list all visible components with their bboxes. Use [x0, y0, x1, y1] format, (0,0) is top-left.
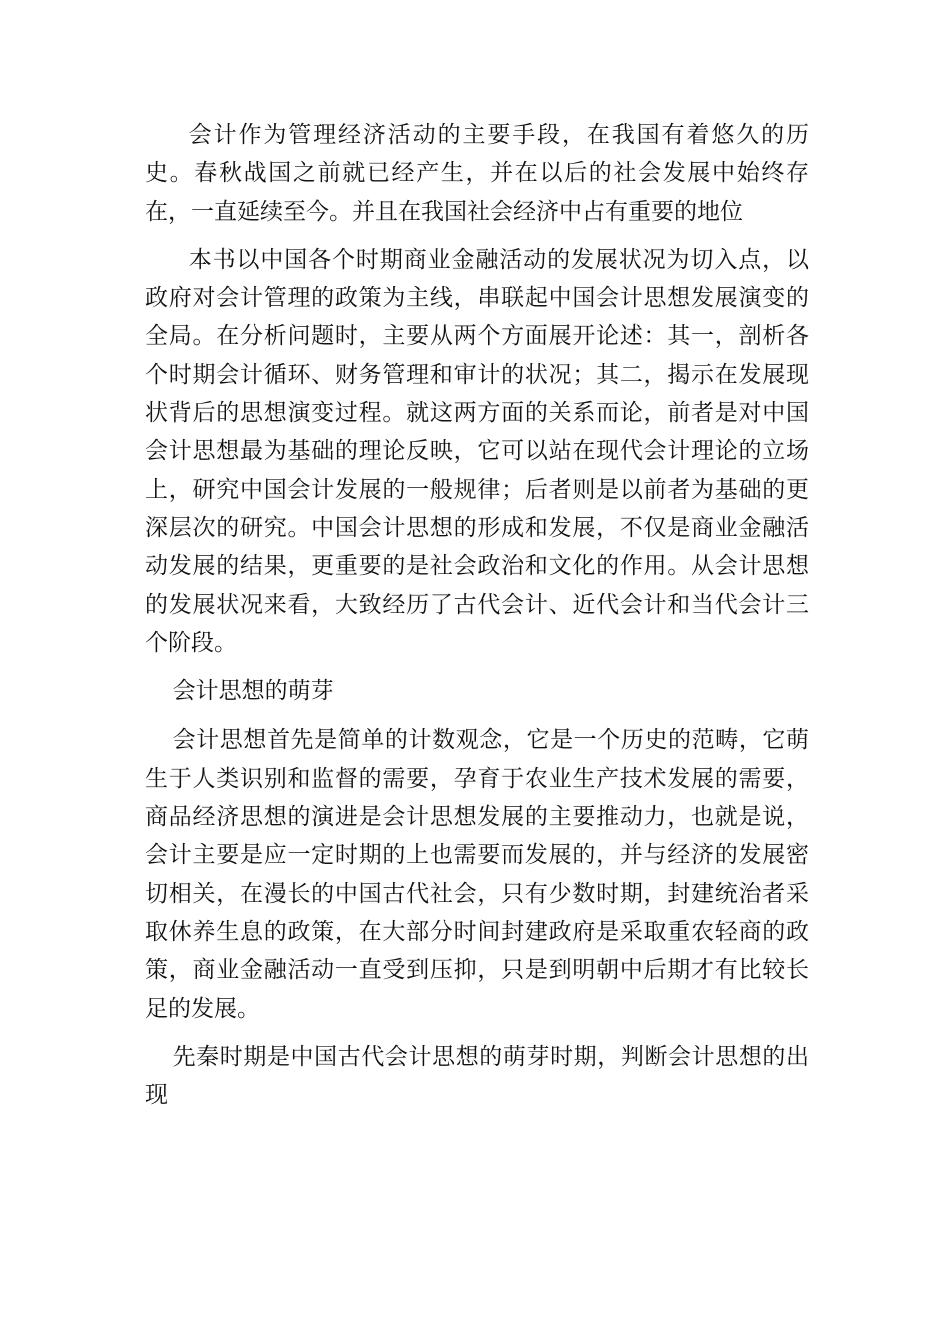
document-page	[145, 116, 809, 1114]
section-paragraph: 会计思想首先是简单的计数观念，它是一个历史的范畴，它萌生于人类识别和监督的需要，孕育于农业生产技术发展的需要，商品经济思想的演进是会计思想发展的主要推动力，也就是说，会计主要是应一定时期的上也需要而发展的，并与经济的发展密切相关，在漫长的中国古代社会，只有少数时期，封建统治者采取休养生息的政策，在大部分时间封建政府是采取重农轻商的政策，商业金融活动一直受到压抑，只是到明朝中后期才有比较长足的发展。	[145, 727, 809, 1022]
book-overview-paragraph: 本书以中国各个时期商业金融活动的发展状况为切入点，以政府对会计管理的政策为主线，串联起中国会计思想发展演变的全局。在分析问题时，主要从两个方面展开论述：其一，剖析各个时期会计循环、财务管理和审计的状况；其二，揭示在发展现状背后的思想演变过程。就这两方面的关系而论，前者是对中国会计思想最为基础的理论反映，它可以站在现代会计理论的立场上，研究中国会计发展的一般规律；后者则是以前者为基础的更深层次的研究。中国会计思想的形成和发展，不仅是商业金融活动发展的结果，更重要的是社会政治和文化的作用。从会计思想的发展状况来看，大致经历了古代会计、近代会计和当代会计三个阶段。	[145, 246, 809, 656]
intro-paragraph: 会计作为管理经济活动的主要手段，在我国有着悠久的历史。春秋战国之前就已经产生，并在以后的社会发展中始终存在，一直延续至今。并且在我国社会经济中占有重要的地位	[145, 122, 809, 225]
section-paragraph: 先秦时期是中国古代会计思想的萌芽时期，判断会计思想的出现	[145, 1043, 809, 1109]
section-heading: 会计思想的萌芽	[172, 678, 334, 705]
